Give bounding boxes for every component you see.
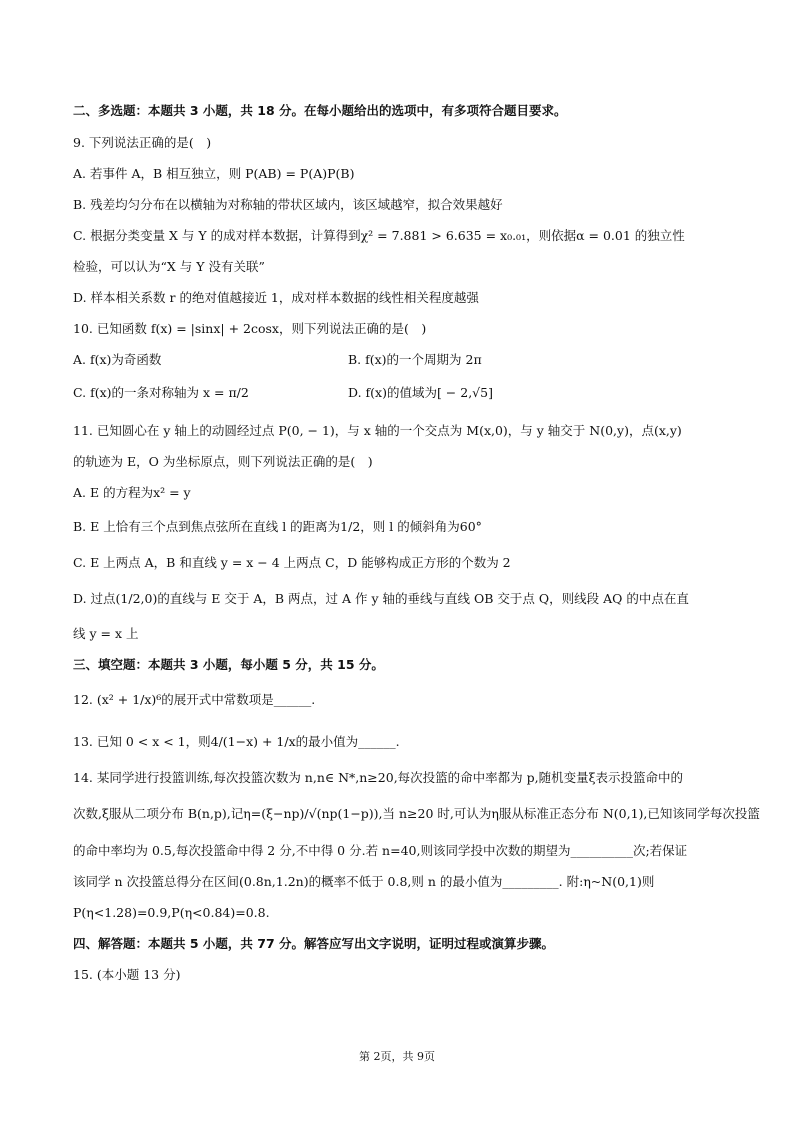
question-10-option-a: A. f(x)为奇函数 — [73, 352, 162, 367]
question-11-stem-line1: 11. 已知圆心在 y 轴上的动圆经过点 P(0, − 1)，与 x 轴的一个交点为 M(x,0)，与 y 轴交于 N(0,y)，点(x,y) — [73, 423, 682, 438]
question-12: 12. (x² + 1/x)⁶的展开式中常数项是______. — [73, 692, 316, 707]
question-14-line2: 次数,ξ服从二项分布 B(n,p),记η=(ξ−np)/√(np(1−p)),当 n≥20 时,可认为η服从标准正态分布 N(0,1),已知该同学每次投篮 — [73, 806, 760, 821]
question-10-option-b: B. f(x)的一个周期为 2π — [348, 352, 482, 367]
question-15-stem: 15. (本小题 13 分) — [73, 967, 181, 982]
question-9-option-d: D. 样本相关系数 r 的绝对值越接近 1，成对样本数据的线性相关程度越强 — [73, 290, 479, 305]
question-14-line4: 该同学 n 次投篮总得分在区间(0.8n,1.2n)的概率不低于 0.8,则 n 的最小值为_________. 附:η~N(0,1)则 — [73, 874, 655, 889]
question-11-option-d-line2: 线 y = x 上 — [73, 626, 139, 641]
question-9-stem: 9. 下列说法正确的是( ) — [73, 135, 212, 150]
question-11-option-c: C. E 上两点 A，B 和直线 y = x − 4 上两点 C，D 能够构成正方形的个数为 2 — [73, 555, 511, 570]
question-9-option-c-line1: C. 根据分类变量 X 与 Y 的成对样本数据，计算得到χ² = 7.881 > 6.635 = x₀.₀₁，则依据α = 0.01 的独立性 — [73, 228, 685, 243]
section-fill-in-heading: 三、填空题：本题共 3 小题，每小题 5 分，共 15 分。 — [73, 657, 384, 672]
section-solve-heading: 四、解答题：本题共 5 小题，共 77 分。解答应写出文字说明，证明过程或演算步骤。 — [73, 936, 555, 951]
question-14-line3: 的命中率均为 0.5,每次投篮命中得 2 分,不中得 0 分.若 n=40,则该同学投中次数的期望为__________次;若保证 — [73, 843, 688, 858]
question-9-option-c-line2: 检验，可以认为“X 与 Y 没有关联” — [73, 259, 265, 274]
question-11-option-d-line1: D. 过点(1/2,0)的直线与 E 交于 A，B 两点，过 A 作 y 轴的垂线与直线 OB 交于点 Q，则线段 AQ 的中点在直 — [73, 591, 689, 606]
question-9-option-a: A. 若事件 A，B 相互独立，则 P(AB) = P(A)P(B) — [73, 166, 355, 181]
question-10-option-d: D. f(x)的值域为[ − 2,√5] — [348, 385, 493, 400]
question-10-option-c: C. f(x)的一条对称轴为 x = π/2 — [73, 385, 249, 400]
question-13: 13. 已知 0 < x < 1，则4/(1−x) + 1/x的最小值为______. — [73, 734, 400, 749]
question-9-option-b: B. 残差均匀分布在以横轴为对称轴的带状区域内，该区域越窄，拟合效果越好 — [73, 197, 503, 212]
question-10-stem: 10. 已知函数 f(x) = |sinx| + 2cosx，则下列说法正确的是( ) — [73, 321, 427, 336]
question-11-option-a: A. E 的方程为x² = y — [73, 485, 191, 500]
page-footer: 第 2页，共 9页 — [359, 1050, 435, 1063]
question-14-line5: P(η<1.28)=0.9,P(η<0.84)=0.8. — [73, 905, 270, 920]
section-multiple-choice-heading: 二、多选题：本题共 3 小题，共 18 分。在每小题给出的选项中，有多项符合题目要求。 — [73, 103, 567, 118]
question-14-line1: 14. 某同学进行投篮训练,每次投篮次数为 n,n∈ N*,n≥20,每次投篮的命中率都为 p,随机变量ξ表示投篮命中的 — [73, 770, 683, 785]
question-11-stem-line2: 的轨迹为 E，O 为坐标原点，则下列说法正确的是( ) — [73, 454, 373, 469]
question-11-option-b: B. E 上恰有三个点到焦点弦所在直线 l 的距离为1/2，则 l 的倾斜角为60° — [73, 519, 482, 534]
